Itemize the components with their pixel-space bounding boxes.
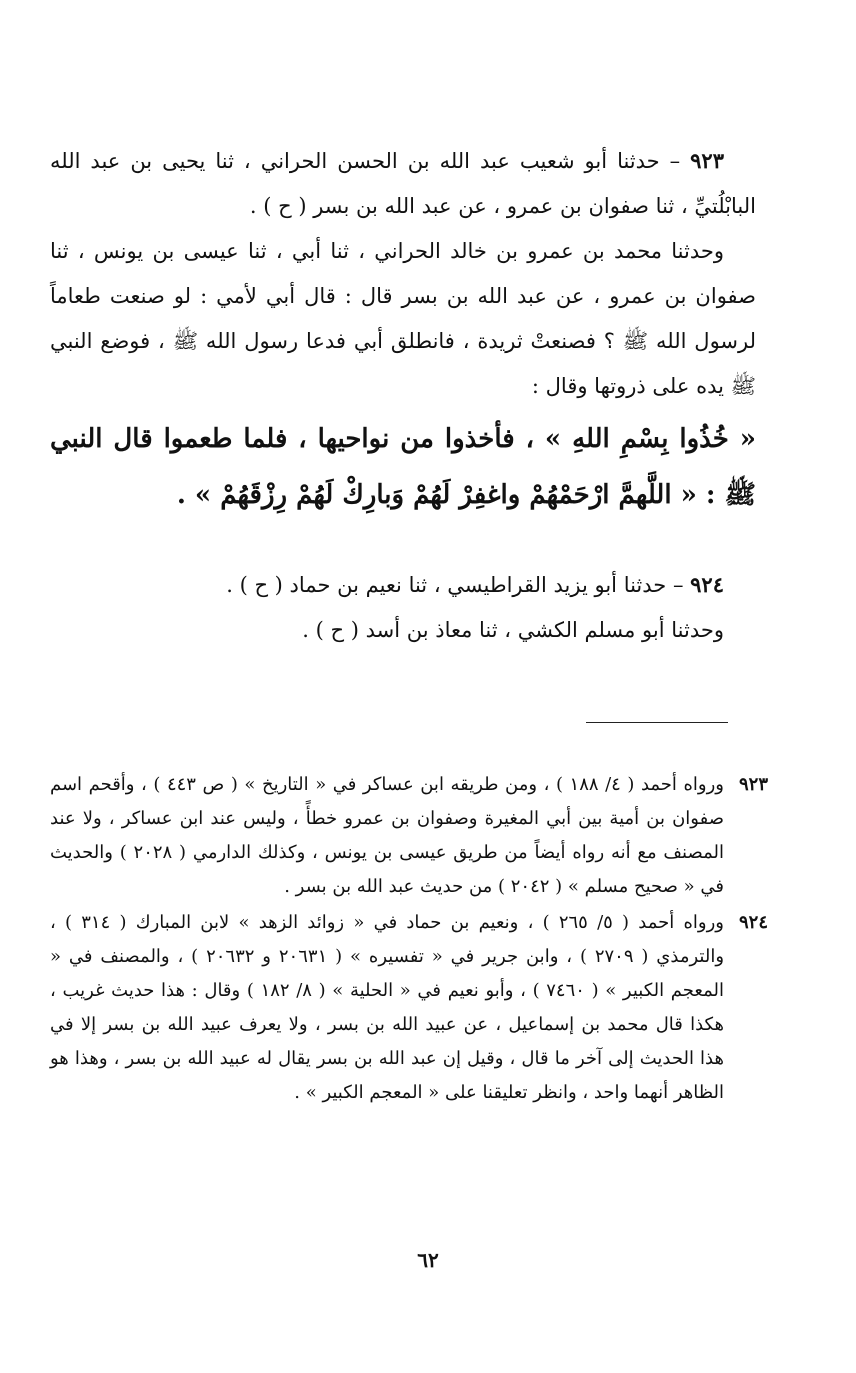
hadith-924-second-chain: وحدثنا أبو مسلم الكشي ، ثنا معاذ بن أسد ( ح ) . (302, 618, 724, 642)
hadith-text: – حدثنا أبو يزيد القراطيسي ، ثنا نعيم بن حماد ( ح ) . (226, 573, 684, 597)
hadith-number: ٩٢٤ (690, 572, 724, 597)
footnote-number: ٩٢٤ (738, 912, 768, 933)
footnote-923 (50, 768, 768, 904)
page-number: ٦٢ (417, 1248, 439, 1272)
footnote-text: ورواه أحمد ( ٤/ ١٨٨ ) ، ومن طريقه ابن عساكر في « التاريخ » ( ص ٤٤٣ ) ، وأقحم اسم صفوان بن أمية بين أبي المغيرة وصفوان بن عمرو خطأً ، وليس عند ابن عساكر ، ولا عند المصنف مع أنه رواه أيضاً من طريق عيسى بن يونس ، وكذلك الدارمي ( ٢٠٢٨ ) والحديث في « صحيح مسلم » ( ٢٠٤٢ ) من حديث عبد الله بن بسر . (50, 774, 724, 897)
main-text-924 (50, 562, 756, 653)
main-text-923 (50, 138, 756, 525)
footnote-number: ٩٢٣ (738, 774, 768, 795)
hadith-924-opening (50, 562, 756, 608)
footnote-divider (586, 722, 728, 723)
footnote-text: ورواه أحمد ( ٥/ ٢٦٥ ) ، ونعيم بن حماد في « زوائد الزهد » لابن المبارك ( ٣١٤ ) ، والترمذي ( ٢٧٠٩ ) ، وابن جرير في « تفسيره » ( ٢٠٦٣١ و ٢٠٦٣٢ ) ، والمصنف في « المعجم الكبير » ( ٧٤٦٠ ) ، وأبو نعيم في « الحلية » ( ٨/ ١٨٢ ) وقال : هذا حديث غريب ، هكذا قال محمد بن إسماعيل ، عن عبيد الله بن بسر ، ولا يعرف عبيد الله بن بسر إلا في هذا الحديث إلى آخر ما قال ، وقيل إن عبد الله بن بسر يقال له عبيد الله بن بسر ، وهذا هو الظاهر أنهما واحد ، وانظر تعليقنا على « المعجم الكبير » . (50, 912, 725, 1103)
footnote-924 (50, 906, 768, 1110)
hadith-923-second-chain: وحدثنا محمد بن عمرو بن خالد الحراني ، ثنا أبي ، ثنا عيسى بن يونس ، ثنا صفوان بن عمرو ، عن عبد الله بن بسر قال : قال أبي لأمي : لو صنعت طعاماً لرسول الله ﷺ ؟ فصنعتْ ثريدة ، فانطلق أبي فدعا رسول الله ﷺ ، فوضع النبي ﷺ يده على ذروتها وقال : (50, 239, 756, 398)
prophetic-quote: « خُذُوا بِسْمِ اللهِ » ، فأخذوا من نواحيها ، فلما طعموا قال النبي ﷺ : « اللَّهمَّ ارْحَمْهُمْ واغفِرْ لَهُمْ وَبارِكْ لَهُمْ رِزْقَهُمْ » . (50, 424, 756, 510)
footnotes (50, 768, 768, 1112)
hadith-923-opening (50, 138, 756, 229)
hadith-text: – حدثنا أبو شعيب عبد الله بن الحسن الحراني ، ثنا يحيى بن عبد الله البابْلُتيِّ ، ثنا صفوان بن عمرو ، عن عبد الله بن بسر ( ح ) . (50, 149, 756, 218)
hadith-number: ٩٢٣ (690, 148, 724, 173)
